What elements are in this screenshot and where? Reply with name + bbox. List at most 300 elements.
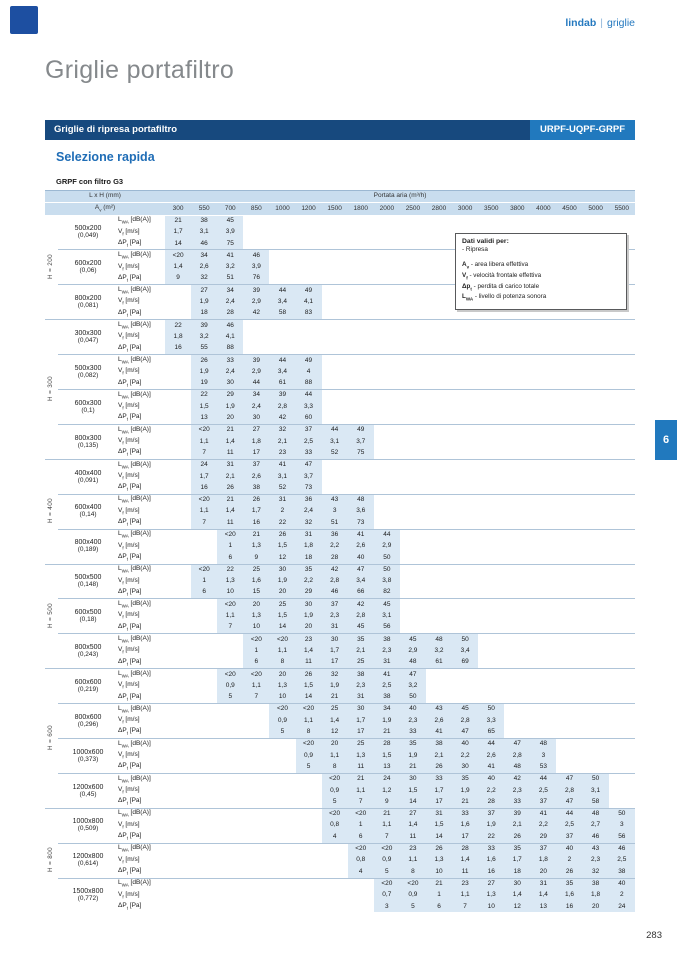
data-cell: 1,4 <box>322 715 348 726</box>
data-cell: <20 <box>269 704 295 716</box>
table-row <box>45 599 635 611</box>
corner-header-area: $A_v$ (m²) <box>45 203 165 215</box>
data-cell <box>530 541 556 552</box>
metric-label: $V_f$ [m/s] <box>118 576 140 585</box>
data-cell <box>243 796 269 808</box>
data-cell <box>609 355 635 367</box>
data-cell: 48 <box>400 657 426 669</box>
data-cell: 0,9 <box>217 680 243 691</box>
data-cell <box>269 843 295 855</box>
data-cell <box>400 424 426 436</box>
data-cell: 35 <box>452 773 478 785</box>
size-cell: 1200x600 (0,45) <box>58 773 118 808</box>
data-cell: 14 <box>400 796 426 808</box>
data-cell: 12 <box>269 552 295 564</box>
table-row <box>45 796 635 808</box>
table-row <box>45 622 635 634</box>
data-cell: 2,9 <box>400 646 426 657</box>
data-cell <box>426 541 452 552</box>
data-cell <box>556 529 582 541</box>
data-cell: 33 <box>400 727 426 739</box>
data-cell <box>609 715 635 726</box>
data-cell <box>374 390 400 402</box>
metric-label: $L_{WA}$ [dB(A)] <box>118 216 151 225</box>
metric-label: $V_f$ [m/s] <box>118 890 140 899</box>
metric-label: $L_{WA}$ [dB(A)] <box>118 564 165 576</box>
data-cell <box>530 471 556 482</box>
data-cell <box>243 831 269 843</box>
data-cell: <20 <box>348 843 374 855</box>
data-cell: 3 <box>530 750 556 761</box>
data-cell: 3 <box>374 901 400 912</box>
data-cell <box>478 320 504 332</box>
data-cell: 2,5 <box>609 855 635 866</box>
data-cell <box>530 506 556 517</box>
metric-label: $V_f$ [m/s] <box>118 751 140 760</box>
data-cell <box>296 831 322 843</box>
data-cell <box>556 436 582 447</box>
data-cell: 7 <box>348 796 374 808</box>
data-cell: 2,3 <box>322 611 348 622</box>
metric-label: $L_{WA}$ [dB(A)] <box>118 459 165 471</box>
metric-label: $L_{WA}$ [dB(A)] <box>118 390 165 402</box>
table-row <box>45 680 635 691</box>
data-cell <box>426 262 452 273</box>
data-cell <box>322 890 348 901</box>
data-cell: 41 <box>348 529 374 541</box>
data-cell: 88 <box>217 343 243 355</box>
data-cell <box>609 727 635 739</box>
legend-line: $L_{WA}$ - livello di potenza sonora <box>462 293 547 302</box>
data-cell <box>504 471 530 482</box>
data-cell: 33 <box>452 808 478 820</box>
data-cell <box>165 646 191 657</box>
table-row <box>45 634 635 646</box>
data-cell: 27 <box>191 285 217 297</box>
data-cell <box>165 529 191 541</box>
data-cell: 23 <box>269 448 295 460</box>
data-cell: 48 <box>504 762 530 774</box>
data-cell <box>400 332 426 343</box>
data-cell: 32 <box>191 273 217 285</box>
data-cell <box>504 599 530 611</box>
data-cell <box>478 390 504 402</box>
data-cell <box>609 738 635 750</box>
data-cell: 1,1 <box>374 820 400 831</box>
data-cell: 46 <box>609 843 635 855</box>
data-cell: 1,4 <box>217 506 243 517</box>
data-cell: 30 <box>348 704 374 716</box>
data-cell <box>269 796 295 808</box>
data-cell: 1,8 <box>530 855 556 866</box>
data-cell <box>165 715 191 726</box>
data-cell <box>165 587 191 599</box>
data-cell <box>478 436 504 447</box>
data-cell <box>296 332 322 343</box>
data-cell: 41 <box>217 250 243 262</box>
data-cell <box>478 669 504 681</box>
data-cell: 2,2 <box>452 750 478 761</box>
data-cell: 0,9 <box>400 890 426 901</box>
size-cell: 500x500 (0,148) <box>58 564 118 599</box>
data-cell <box>165 436 191 447</box>
product-code-badge: URPF-UQPF-GRPF <box>530 120 635 140</box>
data-cell: 2,2 <box>322 541 348 552</box>
data-cell: 1,3 <box>269 680 295 691</box>
data-cell <box>504 692 530 704</box>
data-cell <box>165 692 191 704</box>
data-cell: 1,9 <box>322 680 348 691</box>
data-cell <box>504 366 530 377</box>
data-cell <box>530 529 556 541</box>
data-cell: 58 <box>583 796 609 808</box>
data-cell: 10 <box>269 692 295 704</box>
size-cell: 1500x800 (0,772) <box>58 878 118 912</box>
data-cell <box>452 576 478 587</box>
data-cell <box>165 599 191 611</box>
data-cell: 6 <box>243 657 269 669</box>
metric-label: $\Delta P_t$ [Pa] <box>118 413 142 422</box>
data-cell <box>269 878 295 890</box>
metric-label: $V_f$ [m/s] <box>118 855 140 864</box>
data-cell <box>478 529 504 541</box>
data-cell <box>452 413 478 425</box>
data-cell <box>322 262 348 273</box>
data-cell: 1 <box>426 890 452 901</box>
metric-label: $V_f$ [m/s] <box>118 297 140 306</box>
data-cell <box>504 727 530 739</box>
data-cell <box>530 482 556 494</box>
data-cell <box>478 657 504 669</box>
data-cell <box>400 482 426 494</box>
subsection-title: Selezione rapida <box>56 150 155 164</box>
data-cell <box>322 901 348 912</box>
data-cell <box>426 413 452 425</box>
data-cell <box>191 773 217 785</box>
data-cell <box>452 424 478 436</box>
data-cell <box>191 634 217 646</box>
flow-column-header: 5000 <box>583 203 609 215</box>
data-cell <box>296 238 322 250</box>
data-cell <box>478 215 504 227</box>
data-cell <box>348 297 374 308</box>
data-cell <box>530 692 556 704</box>
data-cell <box>504 669 530 681</box>
data-cell <box>322 332 348 343</box>
data-cell <box>165 820 191 831</box>
data-cell: 44 <box>269 285 295 297</box>
data-cell: 43 <box>426 704 452 716</box>
data-cell <box>426 285 452 297</box>
data-cell <box>348 482 374 494</box>
data-cell: 1,7 <box>322 646 348 657</box>
data-cell <box>530 587 556 599</box>
data-cell <box>556 320 582 332</box>
data-cell <box>165 541 191 552</box>
metric-label: $\Delta P_t$ [Pa] <box>118 901 142 911</box>
table-row <box>45 494 635 506</box>
data-cell <box>165 355 191 367</box>
data-cell <box>165 424 191 436</box>
data-cell <box>504 587 530 599</box>
data-cell: 2,1 <box>348 646 374 657</box>
data-cell <box>243 320 269 332</box>
metric-label: $L_{WA}$ [dB(A)] <box>118 355 165 367</box>
data-cell: 25 <box>348 738 374 750</box>
data-cell <box>556 424 582 436</box>
data-cell <box>191 680 217 691</box>
data-cell <box>348 227 374 238</box>
data-cell: 17 <box>452 831 478 843</box>
size-cell: 1200x800 (0,614) <box>58 843 118 878</box>
data-cell: 39 <box>191 320 217 332</box>
data-cell <box>609 332 635 343</box>
brand-section: griglie <box>606 17 635 29</box>
size-cell: 600x400 (0,14) <box>58 494 118 529</box>
data-cell <box>452 401 478 412</box>
flow-column-header: 300 <box>165 203 191 215</box>
data-cell: 38 <box>243 482 269 494</box>
data-cell <box>400 471 426 482</box>
data-cell <box>609 773 635 785</box>
data-cell <box>243 332 269 343</box>
metric-label: $V_f$ [m/s] <box>118 541 140 550</box>
data-cell: 49 <box>296 285 322 297</box>
data-cell: 20 <box>583 901 609 912</box>
data-cell <box>191 890 217 901</box>
data-cell: 2,5 <box>374 680 400 691</box>
data-cell <box>374 494 400 506</box>
data-cell <box>583 366 609 377</box>
data-cell <box>556 599 582 611</box>
data-cell <box>583 587 609 599</box>
metric-label: $\Delta P_t$ [Pa] <box>118 762 142 771</box>
data-cell <box>374 215 400 227</box>
data-cell <box>243 890 269 901</box>
data-cell: 21 <box>243 529 269 541</box>
data-cell: 24 <box>191 459 217 471</box>
data-cell <box>217 901 243 912</box>
data-cell <box>322 401 348 412</box>
info-box <box>455 233 627 310</box>
data-cell <box>556 494 582 506</box>
data-cell <box>583 564 609 576</box>
data-cell: 13 <box>191 413 217 425</box>
data-cell: 42 <box>348 599 374 611</box>
data-cell <box>556 366 582 377</box>
data-cell <box>269 808 295 820</box>
data-cell: 1,8 <box>165 332 191 343</box>
data-cell: 11 <box>217 517 243 529</box>
data-cell <box>322 250 348 262</box>
data-cell <box>478 506 504 517</box>
data-cell <box>217 657 243 669</box>
data-cell <box>556 715 582 726</box>
data-cell: 3,4 <box>452 646 478 657</box>
data-cell <box>296 227 322 238</box>
data-cell: 39 <box>504 808 530 820</box>
data-cell <box>374 227 400 238</box>
metric-label: $V_f$ [m/s] <box>118 785 140 795</box>
brand-separator: | <box>600 17 603 29</box>
data-cell: 3,1 <box>583 785 609 796</box>
data-cell: 3,8 <box>374 576 400 587</box>
data-cell: 33 <box>478 843 504 855</box>
data-cell <box>243 238 269 250</box>
metric-label: $V_f$ [m/s] <box>118 716 140 725</box>
size-cell: 500x200 (0,049) <box>74 225 102 240</box>
data-cell <box>504 576 530 587</box>
data-cell: 28 <box>478 796 504 808</box>
metric-label: $V_f$ [m/s] <box>118 436 140 446</box>
data-cell: 37 <box>530 796 556 808</box>
data-cell: 82 <box>374 587 400 599</box>
data-cell: 52 <box>269 482 295 494</box>
data-cell <box>452 506 478 517</box>
data-cell: 45 <box>400 634 426 646</box>
data-cell <box>269 250 295 262</box>
data-cell: <20 <box>165 250 191 262</box>
data-cell: 26 <box>504 831 530 843</box>
data-cell: <20 <box>296 738 322 750</box>
metric-label: $L_{WA}$ [dB(A)] <box>118 320 165 332</box>
data-cell <box>478 459 504 471</box>
data-cell <box>530 552 556 564</box>
data-cell: 35 <box>400 738 426 750</box>
data-cell: 45 <box>452 704 478 716</box>
data-cell <box>556 343 582 355</box>
metric-label: $\Delta P_t$ [Pa] <box>118 238 142 248</box>
data-cell: 19 <box>191 378 217 390</box>
data-cell <box>583 680 609 691</box>
data-cell <box>165 471 191 482</box>
data-cell: 45 <box>348 622 374 634</box>
data-cell: 1,9 <box>478 820 504 831</box>
data-cell: 26 <box>426 843 452 855</box>
data-cell <box>165 669 191 681</box>
data-cell <box>374 517 400 529</box>
data-cell <box>583 634 609 646</box>
data-cell <box>400 285 426 297</box>
data-cell <box>243 750 269 761</box>
data-cell <box>374 424 400 436</box>
data-cell <box>504 552 530 564</box>
data-cell <box>583 599 609 611</box>
data-cell <box>165 727 191 739</box>
data-cell: 23 <box>452 878 478 890</box>
data-cell: 2,8 <box>348 611 374 622</box>
data-cell <box>478 587 504 599</box>
data-cell: 44 <box>478 738 504 750</box>
data-cell <box>452 680 478 691</box>
size-cell: 600x600 (0,219) <box>58 669 118 704</box>
data-cell <box>504 413 530 425</box>
table-row <box>45 506 635 517</box>
data-cell <box>165 576 191 587</box>
data-cell: 26 <box>217 482 243 494</box>
data-cell <box>452 215 478 227</box>
data-cell <box>452 459 478 471</box>
header-brand <box>565 17 635 29</box>
data-cell: 40 <box>478 773 504 785</box>
data-cell <box>556 727 582 739</box>
data-cell <box>609 413 635 425</box>
data-cell: 1,1 <box>296 715 322 726</box>
data-cell <box>426 273 452 285</box>
data-cell: 3,1 <box>269 471 295 482</box>
data-cell: 22 <box>269 517 295 529</box>
data-cell: 44 <box>296 390 322 402</box>
data-cell: 7 <box>243 692 269 704</box>
data-cell <box>165 680 191 691</box>
data-cell <box>583 517 609 529</box>
data-cell <box>478 517 504 529</box>
data-cell <box>556 750 582 761</box>
data-cell: 49 <box>296 355 322 367</box>
data-cell <box>583 715 609 726</box>
data-cell <box>217 796 243 808</box>
data-cell: 2,2 <box>478 785 504 796</box>
data-cell: 31 <box>530 878 556 890</box>
data-cell <box>426 576 452 587</box>
data-cell <box>556 692 582 704</box>
data-cell <box>452 355 478 367</box>
data-cell <box>217 855 243 866</box>
data-cell <box>165 622 191 634</box>
data-cell: 1,2 <box>374 785 400 796</box>
flow-column-header: 4000 <box>530 203 556 215</box>
table-row <box>45 482 635 494</box>
data-cell: 2,2 <box>296 576 322 587</box>
data-cell: 10 <box>217 587 243 599</box>
info-box-legend <box>462 261 620 304</box>
data-cell <box>269 215 295 227</box>
data-cell: 30 <box>452 762 478 774</box>
data-cell <box>296 843 322 855</box>
data-cell <box>243 343 269 355</box>
data-cell <box>296 796 322 808</box>
data-cell: 3,3 <box>296 401 322 412</box>
data-cell: 1,6 <box>556 890 582 901</box>
table-row <box>45 413 635 425</box>
data-cell: 31 <box>348 692 374 704</box>
data-cell <box>400 250 426 262</box>
data-cell <box>530 401 556 412</box>
data-cell <box>322 459 348 471</box>
data-cell <box>426 611 452 622</box>
data-cell <box>400 564 426 576</box>
data-cell <box>374 436 400 447</box>
data-cell <box>426 401 452 412</box>
table-row <box>45 692 635 704</box>
data-cell <box>583 552 609 564</box>
data-cell <box>243 855 269 866</box>
data-cell: 33 <box>426 773 452 785</box>
data-cell: <20 <box>400 878 426 890</box>
data-cell <box>530 355 556 367</box>
data-cell <box>583 378 609 390</box>
table-row <box>45 855 635 866</box>
data-cell <box>165 413 191 425</box>
data-cell <box>374 366 400 377</box>
data-cell: 2 <box>556 855 582 866</box>
data-cell: <20 <box>322 773 348 785</box>
data-cell <box>504 634 530 646</box>
data-cell <box>269 866 295 878</box>
data-cell <box>296 866 322 878</box>
data-cell: 2,6 <box>348 541 374 552</box>
data-cell: 47 <box>556 796 582 808</box>
